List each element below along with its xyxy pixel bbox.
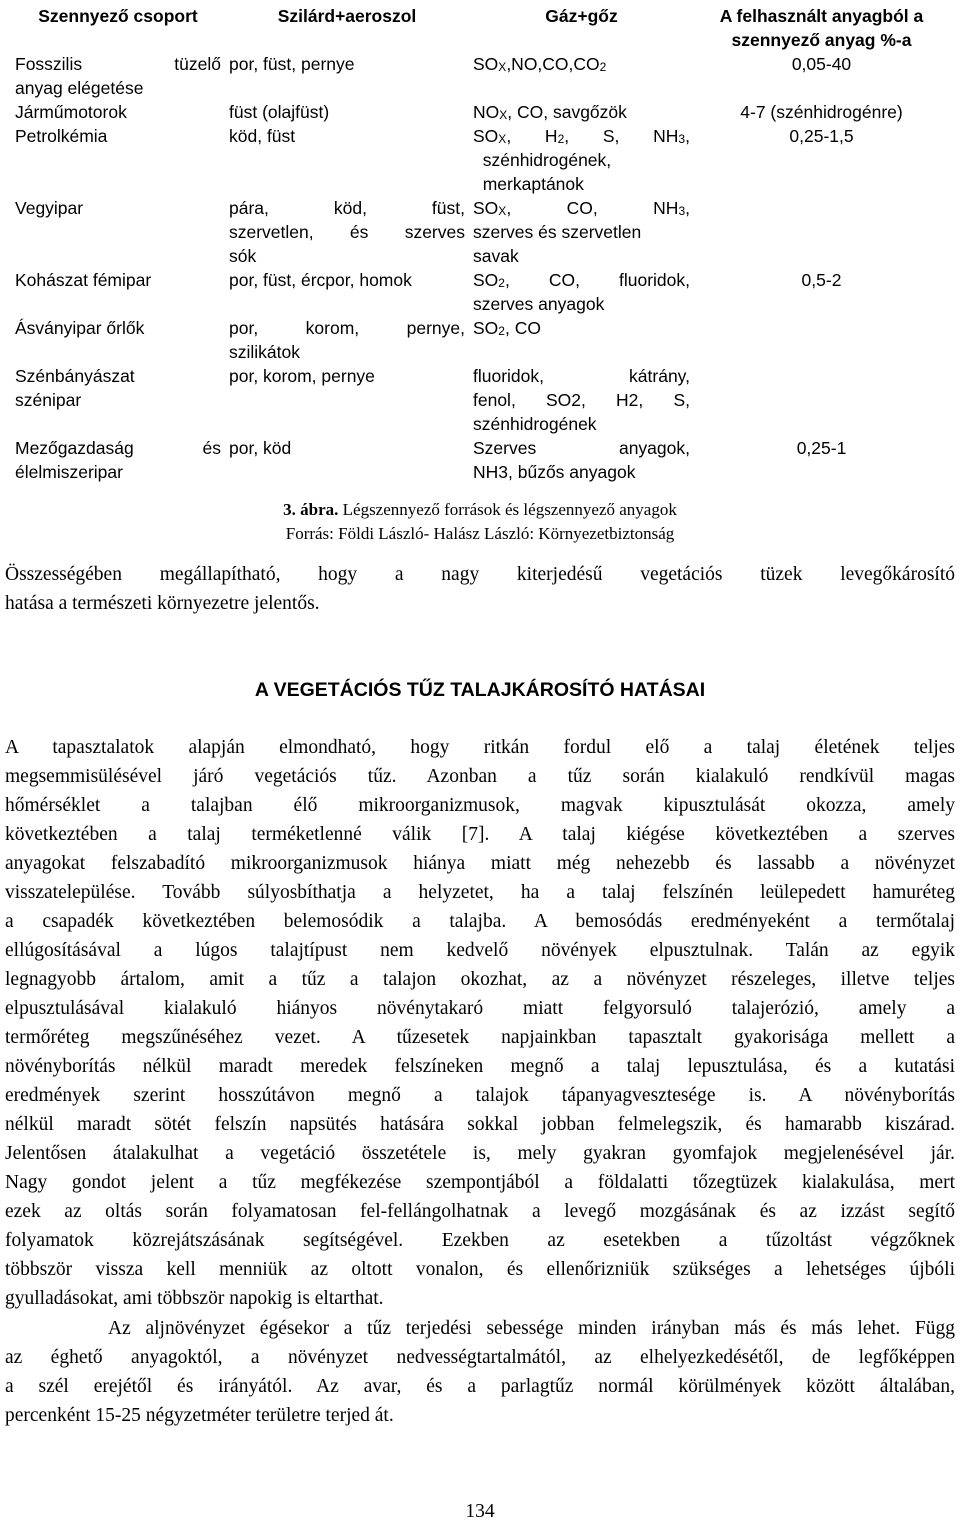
row-gas: Szerves anyagok, NH3, bűzős anyagok bbox=[473, 438, 690, 482]
row-solid: por, füst, pernye bbox=[229, 54, 355, 74]
table-row bbox=[11, 268, 949, 316]
row-percent: 0,05-40 bbox=[791, 54, 852, 74]
header-solid: Szilárd+aeroszol bbox=[277, 6, 417, 26]
row-solid: por, korom, pernye, szilikátok bbox=[229, 318, 465, 362]
figure-caption bbox=[0, 498, 960, 522]
table-row bbox=[11, 196, 949, 268]
table-row bbox=[11, 436, 949, 484]
row-gas: SOX, CO, NH3, szerves és szervetlen savak bbox=[473, 198, 690, 266]
header-group: Szennyező csoport bbox=[38, 6, 198, 26]
section-heading: A VEGETÁCIÓS TŰZ TALAJKÁROSÍTÓ HATÁSAI bbox=[254, 679, 706, 701]
row-group: Mezőgazdaság és élelmiszeripar bbox=[15, 438, 221, 482]
table-row bbox=[11, 364, 949, 436]
page-number: 134 bbox=[465, 1501, 495, 1522]
row-percent bbox=[694, 364, 949, 436]
row-solid: por, füst, ércpor, homok bbox=[229, 270, 412, 290]
row-percent: 4-7 (szénhidrogénre) bbox=[740, 102, 903, 122]
row-group: Járműmotorok bbox=[15, 102, 127, 122]
row-group: Kohászat fémipar bbox=[15, 270, 152, 290]
table-row bbox=[11, 316, 949, 364]
row-solid: pára, köd, füst, szervetlen, és szerves sók bbox=[229, 198, 465, 266]
pollution-sources-table bbox=[11, 4, 949, 484]
row-gas: SO2, CO bbox=[473, 318, 541, 338]
paragraph-spread-speed: Az aljnövényzet égésekor a tűz terjedési sebessége minden irányban más és más lehet. Függ az éghető anyagoktól, a növényzet nedvességtartalmától, az elhelyezkedésétől, de legfőképpen a szél erejétől és irányától. Az avar, és a parlagtűz normál körülmények között általában, percenként 15-25 négyzetméter területre terjed át. bbox=[5, 1318, 955, 1426]
row-group: Ásványipar őrlők bbox=[15, 318, 145, 338]
row-solid: por, korom, pernye bbox=[229, 366, 375, 386]
row-group: Vegyipar bbox=[15, 198, 84, 218]
row-gas: SO2, CO, fluoridok, szerves anyagok bbox=[473, 270, 690, 314]
row-group: Fosszilis tüzelő anyag elégetése bbox=[15, 54, 221, 98]
row-solid: köd, füst bbox=[229, 126, 296, 146]
row-gas: SOX,NO,CO,CO2 bbox=[473, 54, 607, 74]
paragraph-soil-damage: A tapasztalatok alapján elmondható, hogy ritkán fordul elő a talaj életének teljes megsemmisülésével járó vegetációs tűz. Azonban a tűz során kialakuló rendkívül magas hőmérséklet a talajban élő mikroorganizmusok, magvak kipusztulását okozza, amely következtében a talaj terméketlenné válik [7]. A talaj kiégése következtében a szerves anyagokat felszabadító mikroorganizmusok hiánya miatt még nehezebb és lassabb a növényzet visszatelepülése. Tovább súlyosbíthatja a helyzetet, ha a talaj felszínén leülepedett hamuréteg a csapadék következtében belemosódik a talajba. A bemosódás eredményeként a termőtalaj ellúgosításával a lúgos talajtípust nem kedvelő növények elpusztulnak. Talán az egyik legnagyobb ártalom, amit a tűz a talajon okozhat, az a növényzet részeleges, illetve teljes elpusztulásával kialakuló hiányos növénytakaró miatt felgyorsuló talajerózió, amely a termőréteg megszűnéséhez vezet. A tűzesetek napjainkban tapasztalt gyakorisága mellett a növényborítás nélkül maradt meredek felszíneken megnő a talaj lepusztulása, és a kutatási eredmények szerint hosszútávon megnő a talajok tápanyagvesztesége is. A növényborítás nélkül maradt sötét felszín napsütés hatására sokkal jobban felmelegszik, és hamarabb kiszárad. Jelentősen átalakulhat a vegetáció összetétele is, mely gyakran gyomfajok megjelenésével jár. Nagy gondot jelent a tűz megfékezése szempontjából a földalatti tőzegtüzek kialakulása, mert ezek az oltás során folyamatosan fel-fellángolhatnak a levegő mozgásának és az izzást segítő folyamatok közrejátszásának segítségével. Ezekben az esetekben a tűzoltást végzőknek többször vissza kell menniük az oltott vonalon, és ellenőrizniük szükséges a lehetséges újbóli gyulladásokat, ami többször napokig is eltarthat. bbox=[5, 737, 955, 1309]
table-row bbox=[11, 124, 949, 196]
row-solid: por, köd bbox=[229, 438, 292, 458]
row-percent: 0,25-1 bbox=[796, 438, 847, 458]
row-percent: 0,25-1,5 bbox=[789, 126, 854, 146]
row-percent: 0,5-2 bbox=[801, 270, 842, 290]
row-solid: füst (olajfüst) bbox=[229, 102, 330, 122]
row-percent bbox=[694, 196, 949, 268]
caption-label: 3. ábra. bbox=[283, 500, 339, 519]
table-row bbox=[11, 100, 949, 124]
caption-title: Légszennyező források és légszennyező anyagok bbox=[342, 500, 677, 519]
row-gas: SOX, H2, S, NH3, szénhidrogének, merkaptánok bbox=[473, 126, 690, 194]
row-group: Szénbányászat szénipar bbox=[15, 366, 135, 410]
header-percent: A felhasznált anyagból a szennyező anyag %-a bbox=[719, 6, 924, 50]
header-gas: Gáz+gőz bbox=[545, 6, 618, 26]
table-row bbox=[11, 52, 949, 100]
row-percent bbox=[694, 316, 949, 364]
row-gas: NOX, CO, savgőzök bbox=[473, 102, 627, 122]
paragraph-summary: Összességében megállapítható, hogy a nagy kiterjedésű vegetációs tüzek levegőkárosító hatása a természeti környezetre jelentős. bbox=[5, 564, 955, 614]
caption-source: Forrás: Földi László- Halász László: Környezetbiztonság bbox=[285, 524, 675, 543]
row-gas: fluoridok, kátrány, fenol, SO2, H2, S, szénhidrogének bbox=[473, 366, 690, 434]
table-header-row bbox=[11, 4, 949, 52]
row-group: Petrolkémia bbox=[15, 126, 108, 146]
